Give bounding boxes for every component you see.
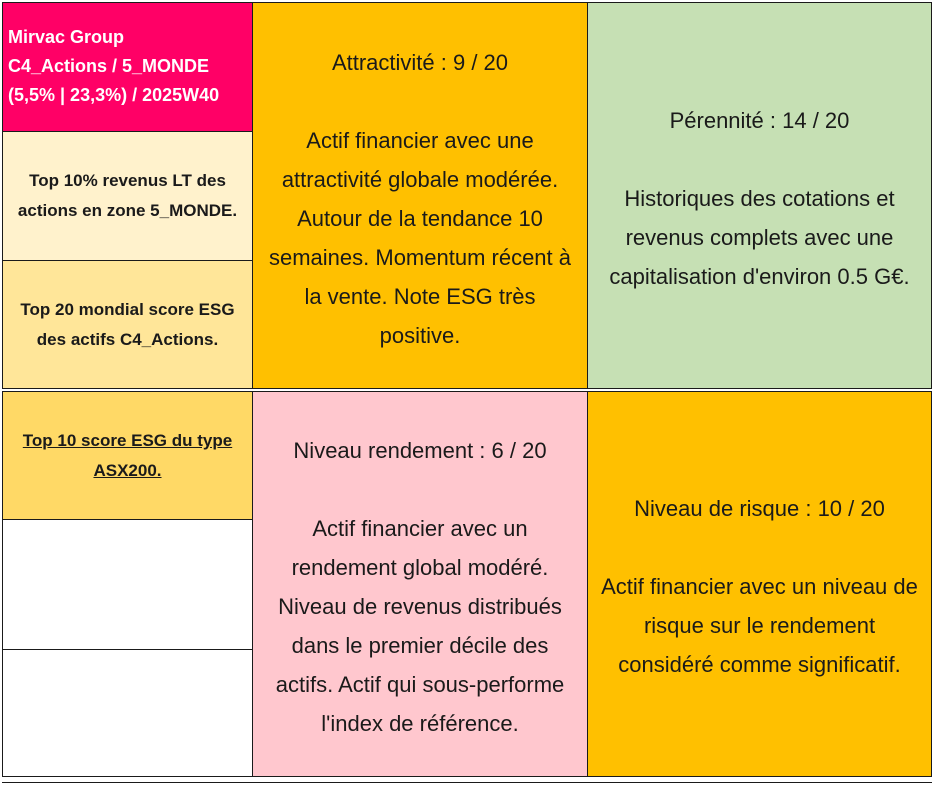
- empty-cell: [2, 649, 253, 777]
- risque-description: [601, 567, 918, 684]
- risque-title: Niveau de risque : 10 / 20: [634, 496, 885, 521]
- risque-line: risque sur le rendement: [643, 613, 876, 638]
- attractivite-description: [269, 121, 571, 355]
- rendement-line: Niveau de revenus distribués: [278, 594, 562, 619]
- rendement-line: dans le premier décile des: [291, 633, 549, 658]
- perennite-line: capitalisation d'environ 0.5 G€.: [609, 264, 910, 289]
- perennite-line: Historiques des cotations et: [624, 186, 895, 211]
- rendement-description: [276, 509, 565, 743]
- attractivite-line: attractivité globale modérée.: [281, 167, 559, 192]
- attractivite-line: positive.: [379, 323, 461, 348]
- attractivite-title: Attractivité : 9 / 20: [331, 50, 509, 75]
- tag-revenus-lt-line-1: Top 10% revenus LT des: [29, 171, 226, 190]
- tag-revenus-lt: [2, 131, 253, 261]
- perennite-title: Pérennité : 14 / 20: [669, 108, 850, 133]
- perennite-line: revenus complets avec une: [625, 225, 894, 250]
- attractivite-line: la vente. Note ESG très: [304, 284, 536, 309]
- tag-esg-mondial-line-1: Top 20 mondial score ESG: [20, 299, 235, 319]
- asset-category: C4_Actions / 5_MONDE: [8, 56, 210, 76]
- tag-esg-asx200-line-1[interactable]: Top 10 score ESG du type: [22, 431, 233, 450]
- asset-stats-week: (5,5% | 23,3%) / 2025W40: [8, 85, 220, 105]
- risque-line: considéré comme significatif.: [618, 652, 901, 677]
- rendement-line: Actif financier avec un: [312, 516, 528, 541]
- attractivite-line: semaines. Momentum récent à: [268, 245, 572, 270]
- risque-line: Actif financier avec un niveau de: [601, 574, 918, 599]
- asset-identity-cell: [2, 2, 253, 132]
- tag-esg-mondial-line-2: des actifs C4_Actions.: [36, 329, 219, 349]
- rendement-line: actifs. Actif qui sous-performe: [275, 672, 565, 697]
- table-bottom-border: [2, 777, 932, 783]
- attractivite-line: Autour de la tendance 10: [297, 206, 543, 231]
- perennite-description: [609, 179, 909, 296]
- tag-esg-asx200[interactable]: [2, 391, 253, 520]
- rendement-title: Niveau rendement : 6 / 20: [293, 438, 547, 463]
- empty-cell: [2, 519, 253, 650]
- perennite-cell: [587, 2, 932, 389]
- rendement-cell: [252, 391, 588, 777]
- rendement-line: rendement global modéré.: [291, 555, 549, 580]
- tag-esg-mondial: [2, 260, 253, 389]
- attractivite-cell: [252, 2, 588, 389]
- asset-name: Mirvac Group: [8, 27, 125, 47]
- rendement-line: l'index de référence.: [321, 711, 519, 736]
- tag-revenus-lt-line-2: actions en zone 5_MONDE.: [17, 201, 238, 220]
- attractivite-line: Actif financier avec une: [306, 128, 534, 153]
- tag-esg-asx200-line-2[interactable]: ASX200.: [93, 461, 162, 480]
- risque-cell: [587, 391, 932, 777]
